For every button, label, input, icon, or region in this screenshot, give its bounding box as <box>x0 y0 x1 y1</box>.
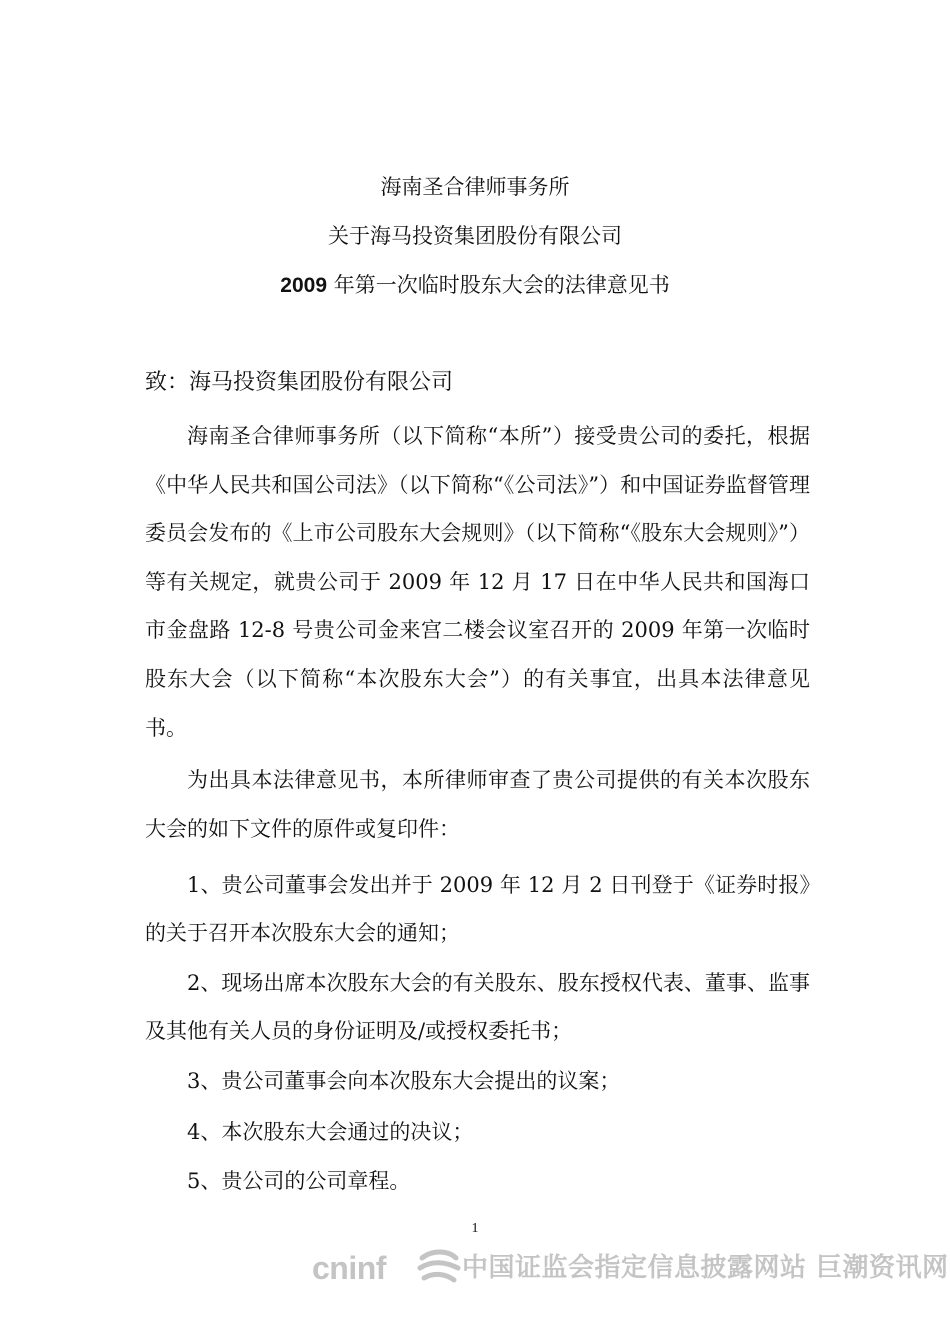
intro-paragraph: 海南圣合律师事务所（以下简称“本所”）接受贵公司的委托，根据《中华人民共和国公司法》（以下简称“《公司法》”）和中国证券监督管理委员会发布的《上市公司股东大会规则》（以下简称“《股东大会规则》”）等有关规定，就贵公司于 2009 年 12 月 17 日在中华人民共和国海口市金盘路 12-8 号贵公司金来宫二楼会议室召开的 2009 年第一次临时股东大会（以下简称“本次股东大会”）的有关事宜，出具本法律意见书。 <box>145 424 810 740</box>
cninf-site-text: 中国证监会指定信息披露网站 巨潮资讯网 <box>462 1253 949 1283</box>
title-line-document <box>0 270 950 301</box>
page-number: 1 <box>471 1221 479 1236</box>
title-document-name: 年第一次临时股东大会的法律意见书 <box>327 273 670 297</box>
cninf-swirl-logo-icon <box>412 1246 468 1290</box>
title-line-firm: 海南圣合律师事务所 <box>380 175 570 199</box>
title-line-company: 关于海马投资集团股份有限公司 <box>328 224 622 248</box>
document-list-item-1: 1、贵公司董事会发出并于 2009 年 12 月 2 日刊登于《证券时报》的关于召开本次股东大会的通知； <box>145 873 810 945</box>
cninf-logo-text: cninf <box>312 1250 386 1286</box>
addressee: 致：海马投资集团股份有限公司 <box>145 370 454 395</box>
documents-reviewed-paragraph: 为出具本法律意见书，本所律师审查了贵公司提供的有关本次股东大会的如下文件的原件或复印件： <box>145 768 810 841</box>
document-list-item-5: 5、贵公司的公司章程。 <box>187 1169 411 1193</box>
document-list-item-3: 3、贵公司董事会向本次股东大会提出的议案； <box>187 1069 621 1093</box>
cninf-watermark <box>312 1246 950 1290</box>
title-year: 2009 <box>280 274 328 297</box>
document-list-item-2: 2、现场出席本次股东大会的有关股东、股东授权代表、董事、监事及其他有关人员的身份证明及/或授权委托书； <box>145 971 810 1043</box>
document-list-item-4: 4、本次股东大会通过的决议； <box>187 1120 474 1144</box>
